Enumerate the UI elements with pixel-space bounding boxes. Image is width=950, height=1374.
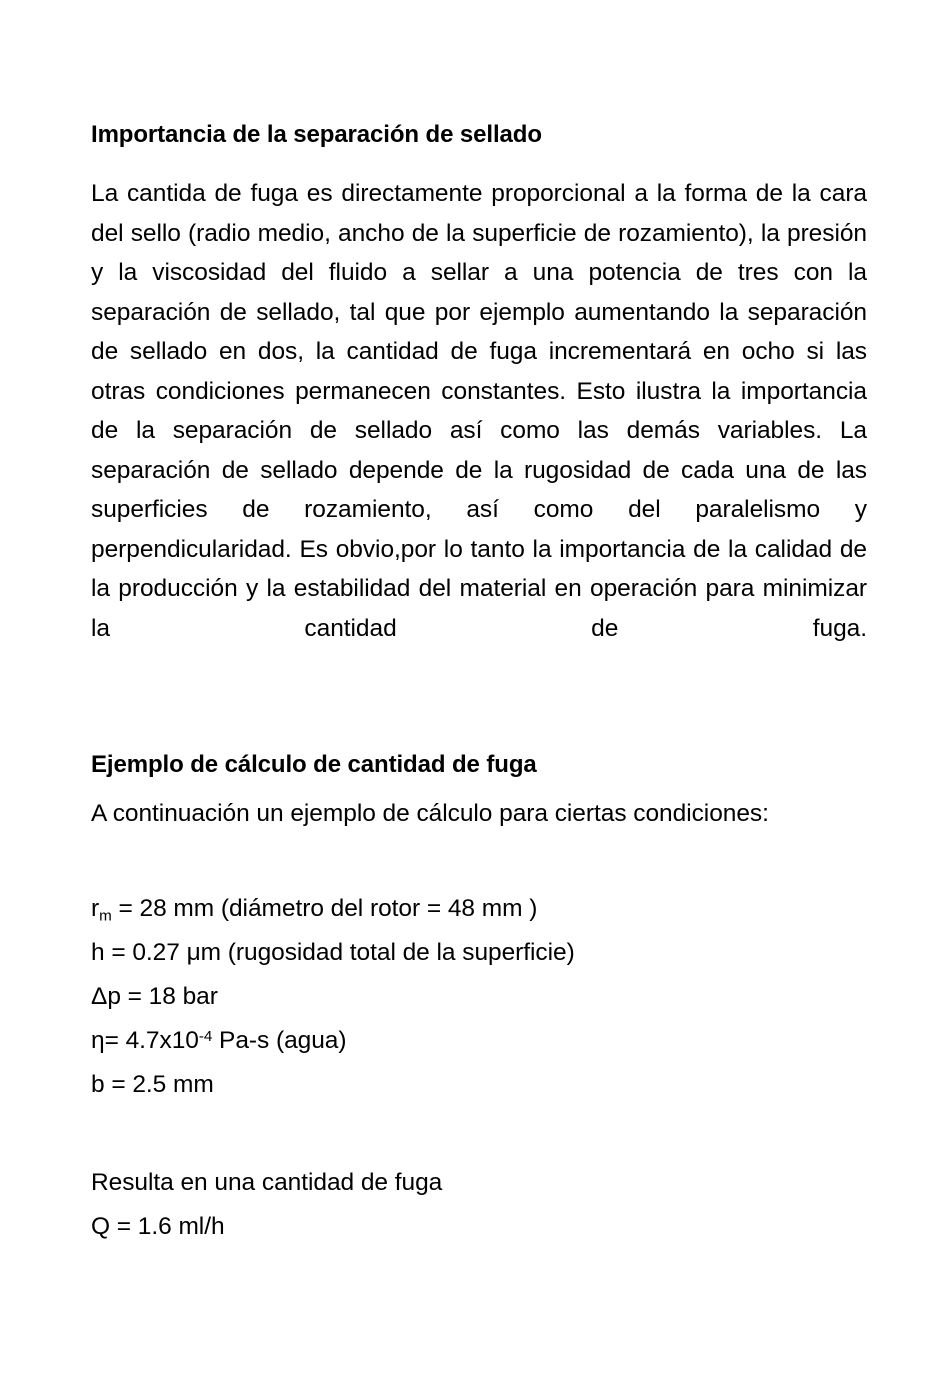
variable-dynamic-viscosity [91, 1019, 867, 1063]
variable-value: = 2.5 mm [104, 1071, 214, 1098]
spacer [91, 833, 867, 887]
spacer [91, 1107, 867, 1161]
variable-symbol: η [91, 1027, 105, 1054]
variable-symbol: h [91, 939, 105, 966]
variable-subscript: m [99, 907, 112, 925]
variable-exponent: -4 [198, 1028, 213, 1046]
variable-value-pre: = 4.7x10 [104, 1027, 199, 1054]
lead-in-text: A continuación un ejemplo de cálculo para ciertas condiciones: [91, 799, 769, 827]
variable-value: = 0.27 μm (rugosidad total de la superficie) [104, 939, 575, 966]
spacer [91, 688, 867, 750]
variable-value: = 28 mm (diámetro del rotor = 48 mm ) [111, 895, 538, 922]
variable-symbol: Δp [91, 983, 121, 1010]
heading-importancia-separacion-sellado: Importancia de la separación de sellado [91, 121, 542, 148]
variable-mean-radius [91, 887, 867, 931]
variable-symbol: b [91, 1071, 105, 1098]
document-content [91, 120, 867, 1249]
result-value-flow-rate: Q = 1.6 ml/h [91, 1213, 225, 1240]
heading-ejemplo-calculo-cantidad-fuga: Ejemplo de cálculo de cantidad de fuga [91, 750, 537, 778]
variable-surface-roughness [91, 931, 867, 975]
spacer [91, 150, 867, 174]
paragraph-importancia: La cantida de fuga es directamente proporcional a la forma de la cara del sello (radio medio, ancho de la superficie de rozamiento), la presión y la viscosidad del fluido a sellar a una potencia de tres con la separación de sellado, tal que por ejemplo aumentando la separación de sellado en dos, la cantidad de fuga incrementará en ocho si las otras condiciones permanecen constantes. Esto ilustra la importancia de la separación de sellado así como las demás variables. La separación de sellado depende de la rugosidad de cada una de las superficies de rozamiento, así como del paralelismo y perpendicularidad. Es obvio,por lo tanto la importancia de la calidad de la producción y la estabilidad del material en operación para minimizar la cantidad de fuga. [91, 180, 867, 642]
result-intro-text: Resulta en una cantidad de fuga [91, 1169, 443, 1196]
variable-pressure-differential [91, 975, 867, 1019]
variable-value: = 18 bar [120, 983, 218, 1010]
spacer [91, 780, 867, 794]
variable-symbol: r [91, 895, 100, 922]
variable-seal-face-width [91, 1063, 867, 1107]
variable-value-post: Pa-s (agua) [212, 1027, 347, 1054]
